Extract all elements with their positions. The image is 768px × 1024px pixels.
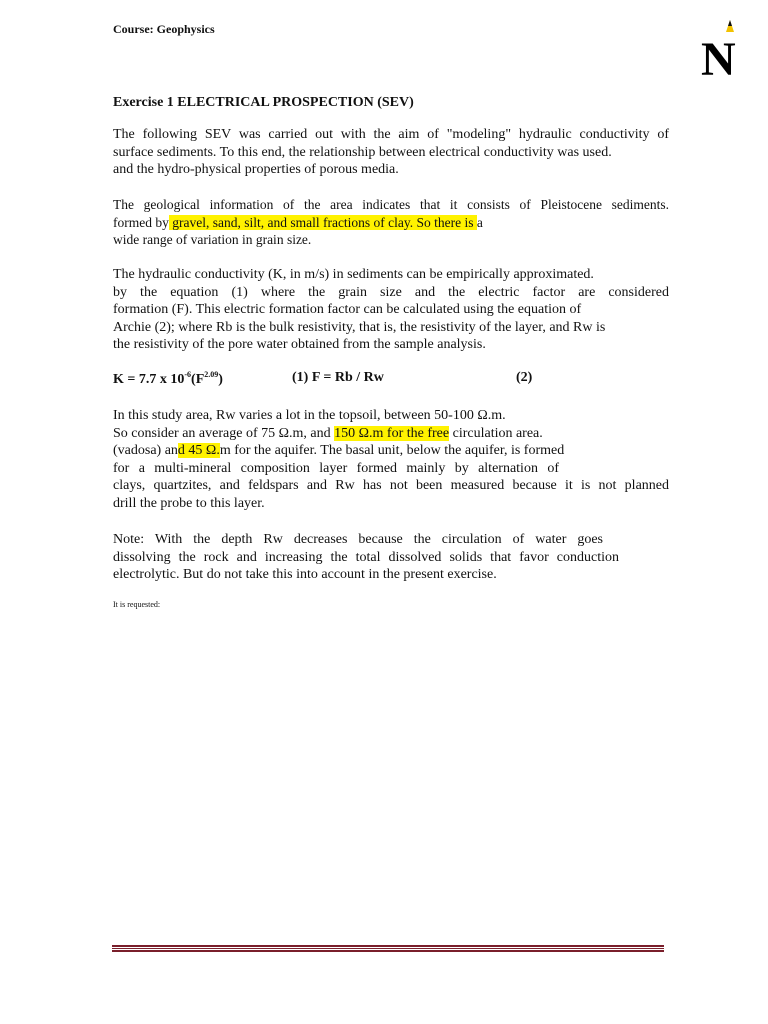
text-line [113, 214, 669, 232]
paragraph-hydraulic [113, 266, 669, 354]
course-label: Course: Geophysics [113, 22, 215, 36]
paragraph-study-area [113, 407, 669, 512]
footer-divider [112, 945, 664, 950]
text-line: wide range of variation in grain size. [113, 232, 312, 247]
equation-number: (2) [516, 370, 533, 385]
text-line: drill the probe to this layer. [113, 495, 265, 511]
text-line [113, 442, 669, 460]
paragraph-intro [113, 126, 669, 179]
equation-f: (1) F = Rb / Rw [292, 370, 384, 385]
text-segment: m for the aquifer. The basal unit, below the aquifer, is formed [219, 443, 565, 458]
text-segment: a [476, 214, 483, 230]
university-logo [700, 18, 742, 78]
text-line [113, 425, 669, 443]
text-line: In this study area, Rw varies a lot in the topsoil, between 50-100 Ω.m. [113, 408, 506, 423]
text-segment: So consider an average of 75 Ω.m, and [113, 425, 335, 441]
text-segment: formed by [113, 214, 169, 230]
highlighted-text: d 45 Ω. [177, 443, 220, 458]
text-line: the resistivity of the pore water obtained from the sample analysis. [113, 337, 486, 352]
paragraph-note [113, 531, 669, 584]
equations-row [113, 370, 669, 390]
text-line: The hydraulic conductivity (K, in m/s) in sediments can be empirically approximated. [113, 267, 594, 282]
text-line: Archie (2); where Rb is the bulk resistivity, that is, the resistivity of the layer, and Rw is [113, 319, 606, 335]
text-line: and the hydro-physical properties of porous media. [113, 162, 399, 177]
text-line: surface sediments. To this end, the relationship between electrical conductivity was used. [113, 144, 612, 160]
highlighted-text: gravel, sand, silt, and small fractions of clay. So there is [168, 214, 477, 230]
text-segment: circulation area. [449, 425, 543, 441]
text-line: The following SEV was carried out with the aim of "modeling" hydraulic conductivity of [113, 127, 669, 142]
text-segment: (vadosa) an [113, 443, 178, 458]
text-line: clays, quartzites, and feldspars and Rw has not been measured because it is not planned [113, 478, 669, 493]
text-line: Note: With the depth Rw decreases because the circulation of water goes [113, 532, 603, 547]
logo-icon [700, 18, 742, 78]
text-line: dissolving the rock and increasing the total dissolved solids that favor conduction [113, 549, 619, 565]
text-line: by the equation (1) where the grain size and the electric factor are considered [113, 284, 669, 300]
exercise-title: Exercise 1 ELECTRICAL PROSPECTION (SEV) [113, 95, 414, 110]
requested-label: It is requested: [113, 600, 161, 609]
text-line: formation (F). This electric formation factor can be calculated using the equation of [113, 302, 582, 317]
logo-letter: N [701, 33, 736, 78]
text-line: The geological information of the area indicates that it consists of Pleistocene sediments. [113, 197, 669, 212]
paragraph-geology [113, 196, 669, 249]
equation-k: K = 7.7 x $10^{-6}(F^{2.09})$ [113, 370, 223, 387]
text-line: for a multi-mineral composition layer formed mainly by alternation of [113, 460, 559, 476]
highlighted-text: 150 Ω.m for the free [334, 425, 450, 441]
text-line: electrolytic. But do not take this into account in the present exercise. [113, 567, 497, 582]
